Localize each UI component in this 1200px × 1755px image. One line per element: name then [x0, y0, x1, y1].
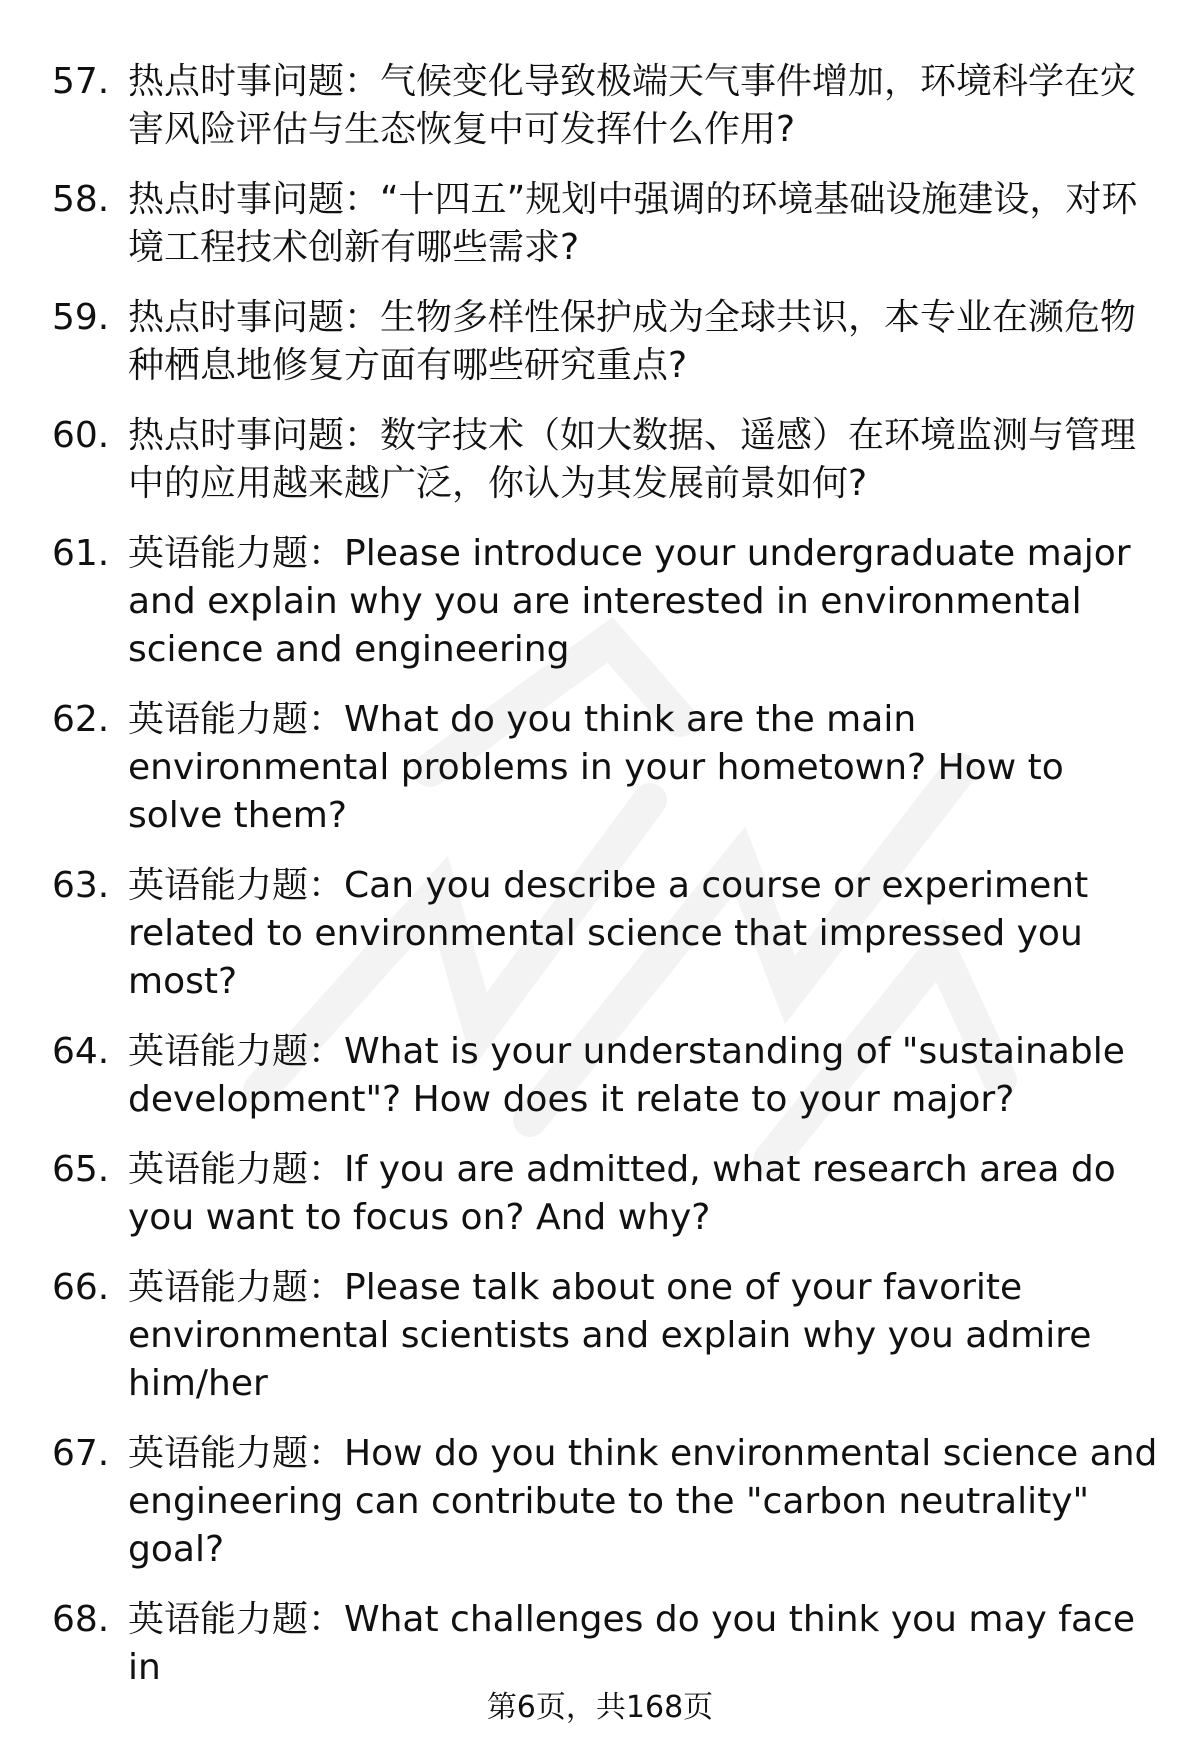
question-body: What do you think are the main environmental problems in your hometown? How to solve them? — [128, 699, 1064, 836]
question-category: 英语能力题： — [128, 1599, 345, 1640]
question-category: 英语能力题： — [128, 699, 345, 740]
question-item-64 — [52, 1028, 1162, 1124]
question-number: 67. — [52, 1433, 110, 1474]
question-number: 63. — [52, 865, 110, 906]
question-text-block — [128, 1146, 1162, 1242]
question-item-57 — [52, 58, 1162, 154]
question-body: What is your understanding of "sustainable development"? How does it relate to your major? — [128, 1031, 1125, 1120]
question-item-60 — [52, 412, 1162, 508]
question-category: 英语能力题： — [128, 1433, 345, 1474]
question-item-61 — [52, 530, 1162, 674]
question-body: “十四五”规划中强调的环境基础设施建设，对环境工程技术创新有哪些需求? — [128, 179, 1138, 268]
question-item-58 — [52, 176, 1162, 272]
question-body: Can you describe a course or experiment related to environmental science that impressed you most? — [128, 865, 1089, 1002]
question-number: 58. — [52, 179, 110, 220]
question-number: 65. — [52, 1149, 110, 1190]
question-category: 英语能力题： — [128, 1031, 345, 1072]
question-text-block — [128, 862, 1162, 1006]
question-number: 60. — [52, 415, 110, 456]
question-body: 数字技术（如大数据、遥感）在环境监测与管理中的应用越来越广泛，你认为其发展前景如何? — [128, 415, 1137, 504]
question-text-block — [128, 1596, 1162, 1692]
question-number: 64. — [52, 1031, 110, 1072]
question-text-block — [128, 412, 1162, 508]
question-body: What challenges do you think you may face in — [128, 1599, 1135, 1688]
question-category: 英语能力题： — [128, 865, 345, 906]
page-footer: 第6页，共168页 — [486, 1690, 714, 1725]
question-body: Please introduce your undergraduate major and explain why you are interested in environmental science and engineering — [128, 533, 1131, 670]
question-category: 热点时事问题： — [128, 297, 381, 338]
question-text-block — [128, 1028, 1162, 1124]
question-category: 英语能力题： — [128, 1149, 345, 1190]
question-body: 生物多样性保护成为全球共识，本专业在濒危物种栖息地修复方面有哪些研究重点? — [128, 297, 1137, 386]
question-body: Please talk about one of your favorite environmental scientists and explain why you admire him/her — [128, 1267, 1092, 1404]
question-text-block — [128, 294, 1162, 390]
question-category: 热点时事问题： — [128, 179, 381, 220]
question-text-block — [128, 58, 1162, 154]
question-category: 英语能力题： — [128, 533, 345, 574]
question-text-block — [128, 696, 1162, 840]
question-item-66 — [52, 1264, 1162, 1408]
question-item-62 — [52, 696, 1162, 840]
question-item-67 — [52, 1430, 1162, 1574]
question-number: 62. — [52, 699, 110, 740]
question-number: 61. — [52, 533, 110, 574]
question-number: 68. — [52, 1599, 110, 1640]
question-text-block — [128, 176, 1162, 272]
question-body: How do you think environmental science and engineering can contribute to the "carbon neutrality" goal? — [128, 1433, 1158, 1570]
question-list — [52, 58, 1162, 1714]
question-category: 热点时事问题： — [128, 61, 381, 102]
question-text-block — [128, 530, 1162, 674]
question-number: 59. — [52, 297, 110, 338]
question-body: 气候变化导致极端天气事件增加，环境科学在灾害风险评估与生态恢复中可发挥什么作用? — [128, 61, 1137, 150]
question-category: 热点时事问题： — [128, 415, 381, 456]
question-item-59 — [52, 294, 1162, 390]
question-item-68 — [52, 1596, 1162, 1692]
question-item-65 — [52, 1146, 1162, 1242]
question-item-63 — [52, 862, 1162, 1006]
question-body: If you are admitted, what research area do you want to focus on? And why? — [128, 1149, 1116, 1238]
question-text-block — [128, 1430, 1162, 1574]
question-number: 66. — [52, 1267, 110, 1308]
question-category: 英语能力题： — [128, 1267, 345, 1308]
question-number: 57. — [52, 61, 110, 102]
question-text-block — [128, 1264, 1162, 1408]
